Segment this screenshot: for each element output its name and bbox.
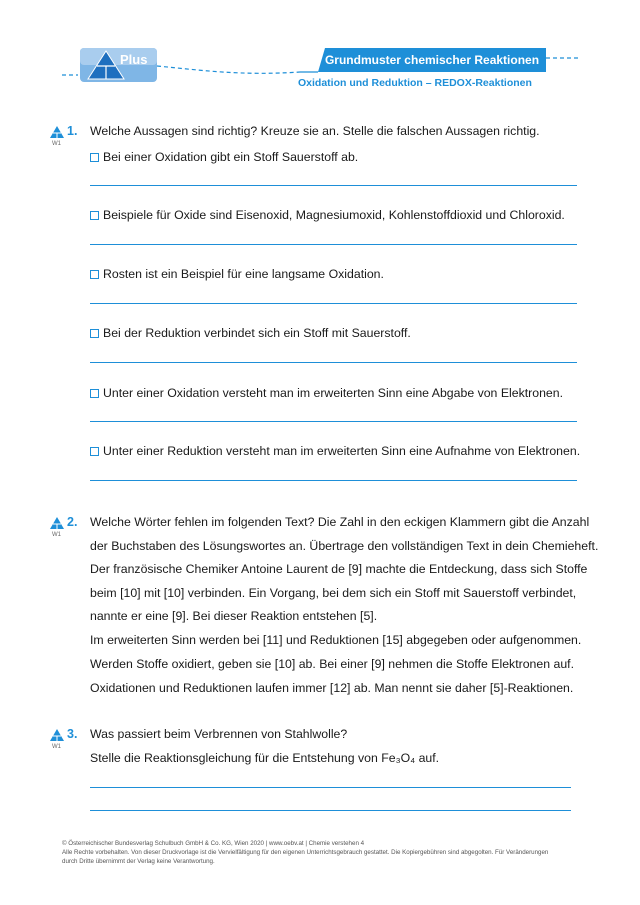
- answer-line[interactable]: [90, 303, 577, 304]
- text-line: nannte er eine [9]. Bei dieser Reaktion entstehen [5].: [90, 609, 378, 623]
- difficulty-triangle-icon: [50, 729, 64, 741]
- text-line: Der französische Chemiker Antoine Laurent de [9] machte die Entdeckung, dass sich Stoffe: [90, 562, 588, 576]
- statement-6[interactable]: Unter einer Reduktion versteht man im erweiterten Sinn eine Aufnahme von Elektronen.: [90, 444, 580, 458]
- exercise-number: 2.: [67, 515, 78, 529]
- statement-5[interactable]: Unter einer Oxidation versteht man im erweiterten Sinn eine Abgabe von Elektronen.: [90, 386, 563, 400]
- exercise-number: 1.: [67, 124, 78, 138]
- exercise-instruction: Stelle die Reaktionsgleichung für die Entstehung von Fe₃O₄ auf.: [90, 751, 440, 765]
- exercise-question: Was passiert beim Verbrennen von Stahlwolle?: [90, 727, 348, 741]
- checkbox[interactable]: [90, 153, 99, 162]
- exercise-tag: W1: [52, 744, 61, 750]
- answer-line[interactable]: [90, 480, 577, 481]
- answer-line[interactable]: [90, 810, 571, 811]
- statement-2[interactable]: Beispiele für Oxide sind Eisenoxid, Magnesiumoxid, Kohlenstoffdioxid und Chloroxid.: [90, 208, 565, 222]
- text-line: beim [10] mit [10] verbinden. Ein Vorgang, bei dem sich ein Stoff mit Sauerstoff verbindet,: [90, 586, 577, 600]
- answer-line[interactable]: [90, 362, 577, 363]
- statement-3[interactable]: Rosten ist ein Beispiel für eine langsame Oxidation.: [90, 267, 384, 281]
- text-line: Im erweiterten Sinn werden bei [11] und Reduktionen [15] abgegeben oder aufgenommen.: [90, 633, 582, 647]
- answer-line[interactable]: [90, 185, 577, 186]
- checkbox[interactable]: [90, 270, 99, 279]
- difficulty-triangle-icon: [50, 517, 64, 529]
- statement-4[interactable]: Bei der Reduktion verbindet sich ein Stoff mit Sauerstoff.: [90, 326, 411, 340]
- checkbox[interactable]: [90, 389, 99, 398]
- text-line: Werden Stoffe oxidiert, geben sie [10] ab. Bei einer [9] nehmen die Stoffe Elektronen auf.: [90, 657, 574, 671]
- checkbox[interactable]: [90, 329, 99, 338]
- answer-line[interactable]: [90, 421, 577, 422]
- checkbox[interactable]: [90, 447, 99, 456]
- text-line: Oxidationen und Reduktionen laufen immer [12] ab. Man nennt sie daher [5]-Reaktionen.: [90, 681, 574, 695]
- exercise-question: Welche Aussagen sind richtig? Kreuze sie an. Stelle die falschen Aussagen richtig.: [90, 124, 540, 138]
- header-banner-title: Grundmuster chemischer Reaktionen: [324, 53, 540, 67]
- footer-rights: Alle Rechte vorbehalten. Von dieser Druckvorlage ist die Vervielfältigung für den eigenen Unterrichtsgebrauch gestattet. Die Kopiergebühren sind abgegolten. Für Veränderungen: [62, 849, 549, 856]
- footer-copyright: © Österreichischer Bundesverlag Schulbuch GmbH & Co. KG, Wien 2020 | www.oebv.at | Chemie verstehen 4: [62, 840, 365, 847]
- text-line: Welche Wörter fehlen im folgenden Text? Die Zahl in den eckigen Klammern gibt die Anzahl: [90, 515, 590, 529]
- text-line: der Buchstaben des Lösungswortes an. Übertrage den vollständigen Text in dein Chemieheft.: [90, 539, 599, 553]
- answer-line[interactable]: [90, 787, 571, 788]
- footer-disclaimer: durch Dritte übernimmt der Verlag keine Verantwortung.: [62, 858, 215, 865]
- exercise-tag: W1: [52, 532, 61, 538]
- statement-1[interactable]: Bei einer Oxidation gibt ein Stoff Sauerstoff ab.: [90, 150, 358, 164]
- difficulty-triangle-icon: [50, 126, 64, 138]
- checkbox[interactable]: [90, 211, 99, 220]
- header-subtitle: Oxidation und Reduktion – REDOX-Reaktionen: [298, 77, 532, 89]
- logo-text: Plus: [120, 52, 148, 67]
- answer-line[interactable]: [90, 244, 577, 245]
- exercise-number: 3.: [67, 727, 78, 741]
- exercise-tag: W1: [52, 141, 61, 147]
